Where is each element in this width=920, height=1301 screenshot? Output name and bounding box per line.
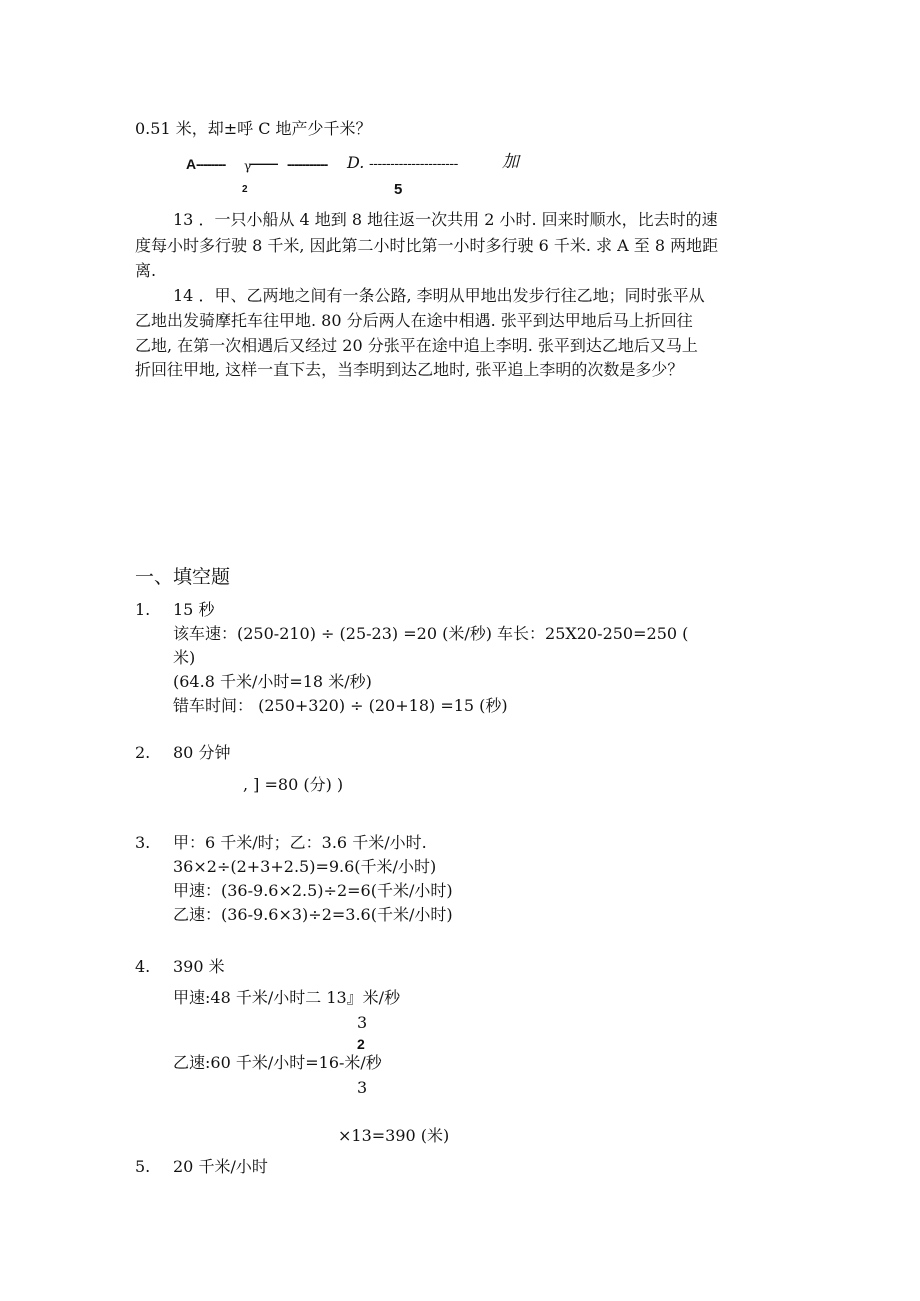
point-d-label: D. bbox=[347, 153, 365, 172]
answer-line: 36×2÷(2+3+2.5)=9.6(千米/小时) bbox=[173, 857, 437, 876]
answer-line: 米) bbox=[173, 648, 196, 667]
diagram-end-label: 加 bbox=[502, 152, 519, 172]
question-14-line: 乙地出发骑摩托车往甲地. 80 分后两人在途中相遇. 张平到达甲地后马上折回往 bbox=[135, 311, 693, 330]
answer-number: 1. bbox=[135, 600, 151, 619]
diagram-sub-label-left: 2 bbox=[242, 184, 248, 195]
answer-line: 甲速：(36-9.6×2.5)÷2=6(千米/小时) bbox=[173, 881, 453, 900]
question-14-line: 14 ．甲、乙两地之间有一条公路, 李明从甲地出发步行往乙地；同时张平从 bbox=[173, 286, 705, 305]
answer-title: 20 千米/小时 bbox=[173, 1157, 268, 1176]
answer-line: 乙速：(36-9.6×3)÷2=3.6(千米/小时) bbox=[173, 905, 453, 924]
answer-line: , ] =80 (分) ) bbox=[243, 775, 344, 794]
point-a-label: A bbox=[186, 156, 197, 172]
fraction-numerator: 2 bbox=[357, 1036, 365, 1052]
fraction-denominator: 3 bbox=[357, 1013, 368, 1032]
answer-line: (64.8 千米/小时=18 米/秒) bbox=[173, 672, 372, 691]
question-14-line: 乙地, 在第一次相遇后又经过 20 分张平在途中追上李明. 张平到达乙地后又马上 bbox=[135, 336, 698, 355]
section-title: 一、填空题 bbox=[135, 566, 231, 588]
answer-title: 80 分钟 bbox=[173, 743, 231, 762]
diagram-segment-2: —— bbox=[250, 155, 278, 171]
question-13-line: 13 ．一只小船从 4 地到 8 地往返一次共用 2 小时. 回来时顺水，比去时的速 bbox=[173, 210, 718, 229]
answer-title: 甲：6 千米/时；乙：3.6 千米/小时. bbox=[173, 833, 427, 852]
answer-line: 乙速:60 千米/小时=16-米/秒 bbox=[173, 1053, 382, 1072]
question-13-line: 度每小时多行驶 8 千米, 因此第二小时比第一小时多行驶 6 千米. 求 A 至 8 两地距 bbox=[135, 236, 719, 255]
answer-line: 甲速:48 千米/小时二 13』米/秒 bbox=[173, 988, 401, 1007]
answer-number: 5. bbox=[135, 1157, 151, 1176]
answer-number: 3. bbox=[135, 833, 151, 852]
diagram-tick-mark: γ bbox=[244, 159, 252, 173]
answer-line: 错车时间： (250+320) ÷ (20+18) =15 (秒) bbox=[173, 696, 508, 715]
answer-line: ×13=390 (米) bbox=[338, 1126, 450, 1145]
problem-intro: 0.51 米，却±呼 C 地产少千米？ bbox=[135, 119, 372, 138]
answer-title: 15 秒 bbox=[173, 600, 215, 619]
answer-number: 2. bbox=[135, 743, 151, 762]
answer-number: 4. bbox=[135, 957, 151, 976]
question-13-line: 离. bbox=[135, 261, 157, 280]
answer-line: 该车速：(250-210) ÷ (25-23) =20 (米/秒) 车长：25X20-250=250 ( bbox=[173, 624, 689, 643]
diagram-segment-1: -------- bbox=[196, 156, 226, 172]
diagram-segment-4: --------------------- bbox=[369, 156, 458, 172]
answer-title: 390 米 bbox=[173, 957, 225, 976]
diagram-sub-label-right: 5 bbox=[394, 181, 403, 198]
diagram-segment-3: ----------- bbox=[287, 156, 328, 172]
fraction-denominator: 3 bbox=[357, 1078, 368, 1097]
question-14-line: 折回往甲地, 这样一直下去，当李明到达乙地时, 张平追上李明的次数是多少？ bbox=[135, 360, 684, 379]
